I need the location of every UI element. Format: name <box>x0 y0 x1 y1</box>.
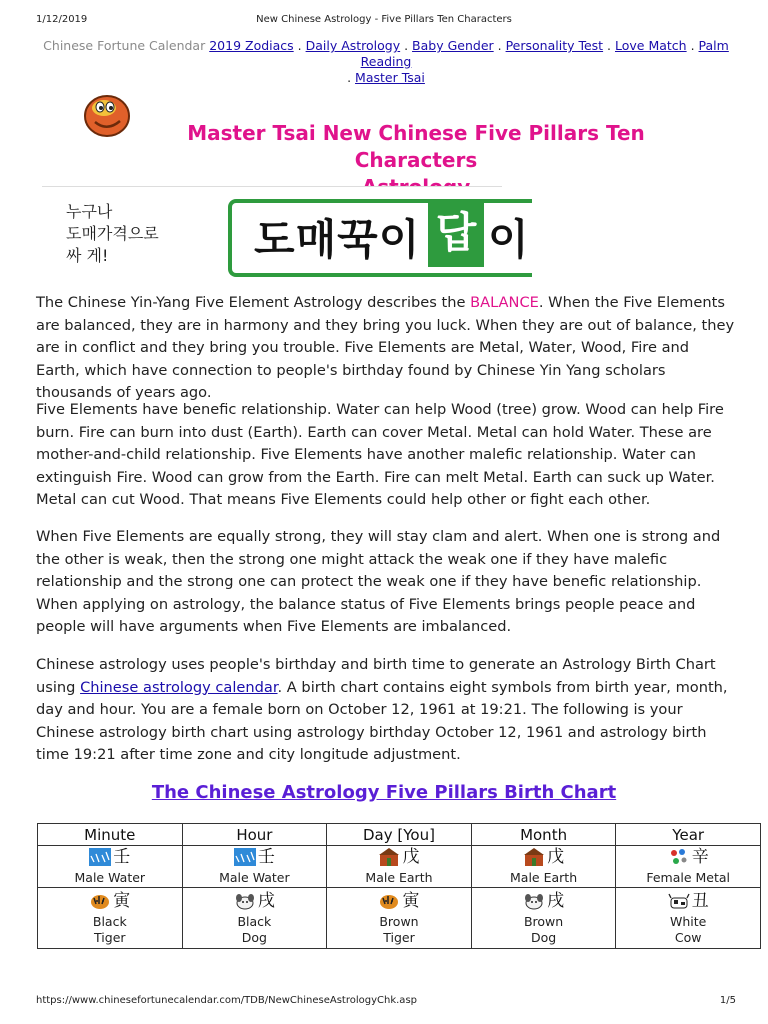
nav-separator: . <box>400 38 413 53</box>
chinese-astrology-calendar-link[interactable]: Chinese astrology calendar <box>80 678 278 696</box>
ad-brand-tile: 답 <box>428 203 484 267</box>
table-row <box>38 888 761 949</box>
branch-color: Black <box>92 913 127 929</box>
relationship-paragraph: Five Elements have benefic relationship. Water can help Wood (tree) grow. Wood can help Fire burn. Fire can burn into dust (Earth). Earth can cover Metal. Metal can hold Water. These are mother-and-child relationship. Five Elements have another malefic relationship. Water can extinguish Fire. Wood can grow from the Earth. Fire can melt Metal. Earth can suck up Water. Metal can cut Wood. That means Five Elements could help other or fight each other. <box>36 401 724 508</box>
nav-link-personality-test[interactable]: Personality Test <box>505 38 604 53</box>
ad-brand-text: 도매꾹이 <box>254 215 421 264</box>
branch-animal: Dog <box>241 929 267 945</box>
advertisement-banner[interactable] <box>42 186 529 277</box>
ad-tagline-line: 누구나 <box>66 202 113 221</box>
stem-character: 壬 <box>113 847 131 867</box>
stem-cell <box>38 846 183 888</box>
metal-icon <box>668 848 690 866</box>
branch-cell <box>616 888 761 949</box>
stem-label: Male Earth <box>510 870 578 885</box>
stem-character: 壬 <box>257 847 275 867</box>
tiger-icon <box>378 892 400 910</box>
stem-cell <box>327 846 472 888</box>
branch-character: 戌 <box>547 890 565 911</box>
balance-highlight: BALANCE <box>470 294 539 311</box>
paragraph-text: . When the Five Elements are balanced, they are in harmony and they bring you luck. When they are out of balance, they are in conflict and they bring you trouble. Five Elements are Metal, Water, Wood, Fire and Earth, which have connection to people's birthday found by Chinese Yin Yang scholars thousands of years ago. <box>36 294 735 401</box>
site-brand: Chinese Fortune Calendar <box>43 38 206 53</box>
birth-chart-table <box>37 823 761 949</box>
print-url: https://www.chinesefortunecalendar.com/TDB/NewChineseAstrologyChk.asp <box>36 995 417 1006</box>
nav-link-daily-astrology[interactable]: Daily Astrology <box>305 38 401 53</box>
birth-chart-title: The Chinese Astrology Five Pillars Birth Chart <box>151 782 617 803</box>
branch-color: Black <box>237 913 272 929</box>
nav-separator: . <box>347 70 356 85</box>
print-date: 1/12/2019 <box>36 14 88 25</box>
stem-cell <box>471 846 616 888</box>
stem-label: Female Metal <box>646 870 731 885</box>
ad-tagline <box>66 201 159 267</box>
paragraph-text: Chinese astrology uses people's birthday and birth time to generate an Astrology Birth Chart using <box>36 656 716 696</box>
stem-label: Male Water <box>74 870 146 885</box>
branch-cell <box>471 888 616 949</box>
branch-animal: Dog <box>530 929 557 945</box>
stem-character: 戊 <box>547 847 565 867</box>
tiger-icon <box>89 892 111 910</box>
branch-color: Brown <box>379 913 419 929</box>
branch-character: 寅 <box>113 890 131 911</box>
nav-link-love-match[interactable]: Love Match <box>615 38 687 53</box>
stem-cell <box>182 846 327 888</box>
nav-link-master-tsai[interactable]: Master Tsai <box>355 70 425 85</box>
table-header-cell: Minute <box>38 824 183 846</box>
branch-color: White <box>670 913 707 929</box>
nav-separator: . <box>686 38 699 53</box>
branch-animal: Tiger <box>94 929 126 945</box>
ad-brand-tail: 이 <box>488 215 529 264</box>
nav-link-baby-gender[interactable]: Baby Gender <box>412 38 494 53</box>
stem-label: Male Earth <box>365 870 433 885</box>
earth-icon <box>523 848 545 866</box>
balance-paragraph: When Five Elements are equally strong, they will stay clam and alert. When one is strong and the other is weak, then the strong one might attack the weak one if they have malefic relationship and the strong one can protect the weak one if they have benefic relationship. When applying on astrology, the balance status of Five Elements brings people peace and people will have arguments when Five Elements are imbalanced. <box>36 528 721 635</box>
branch-cell <box>327 888 472 949</box>
stem-cell <box>616 846 761 888</box>
branch-animal: Tiger <box>383 929 415 945</box>
branch-color: Brown <box>523 913 564 929</box>
paragraph-text: . A birth chart contains eight symbols from birth year, month, day and hour. You are a female born on October 12, 1961 at 19:21. The following is your Chinese astrology birth chart using astrology birthday October 12, 1961 and astrology birth time 19:21 after time zone and city longitude adjustment. <box>36 678 728 763</box>
stem-label: Male Water <box>219 870 290 885</box>
branch-cell <box>182 888 327 949</box>
stem-character: 辛 <box>691 847 709 867</box>
branch-cell <box>38 888 183 949</box>
nav-link-2019-zodiacs[interactable]: 2019 Zodiacs <box>209 38 294 53</box>
table-row <box>38 846 761 888</box>
ad-tagline-line: 싸 게! <box>66 246 109 265</box>
stem-character: 戊 <box>402 847 420 867</box>
table-header-row <box>38 824 761 846</box>
branch-animal: Cow <box>674 929 702 945</box>
top-nav <box>36 38 736 86</box>
birth-chart-paragraph <box>36 654 736 767</box>
cow-icon <box>668 892 690 910</box>
table-header-cell: Hour <box>182 824 327 846</box>
table-header-cell: Year <box>616 824 761 846</box>
ad-tagline-line: 도매가격으로 <box>66 224 159 243</box>
nav-link-palm-reading[interactable]: Palm Reading <box>360 38 729 69</box>
nav-separator: . <box>293 38 306 53</box>
water-icon <box>234 848 256 866</box>
branch-character: 丑 <box>691 890 709 911</box>
page-title-line1: Master Tsai New Chinese Five Pillars Ten Characters <box>187 121 645 172</box>
print-page-number: 1/5 <box>719 995 736 1006</box>
earth-icon <box>378 848 400 866</box>
table-header-cell: Month <box>471 824 616 846</box>
nav-separator: . <box>493 38 506 53</box>
paragraph-text: The Chinese Yin-Yang Five Element Astrology describes the <box>36 294 471 311</box>
branch-character: 戌 <box>257 890 275 911</box>
nav-separator: . <box>603 38 615 53</box>
dog-icon <box>234 892 256 910</box>
intro-paragraph <box>36 292 736 405</box>
table-header-cell: Day [You] <box>327 824 472 846</box>
print-title: New Chinese Astrology - Five Pillars Ten Characters <box>256 14 512 25</box>
branch-character: 寅 <box>402 890 420 911</box>
water-icon <box>89 848 111 866</box>
dog-icon <box>523 892 545 910</box>
